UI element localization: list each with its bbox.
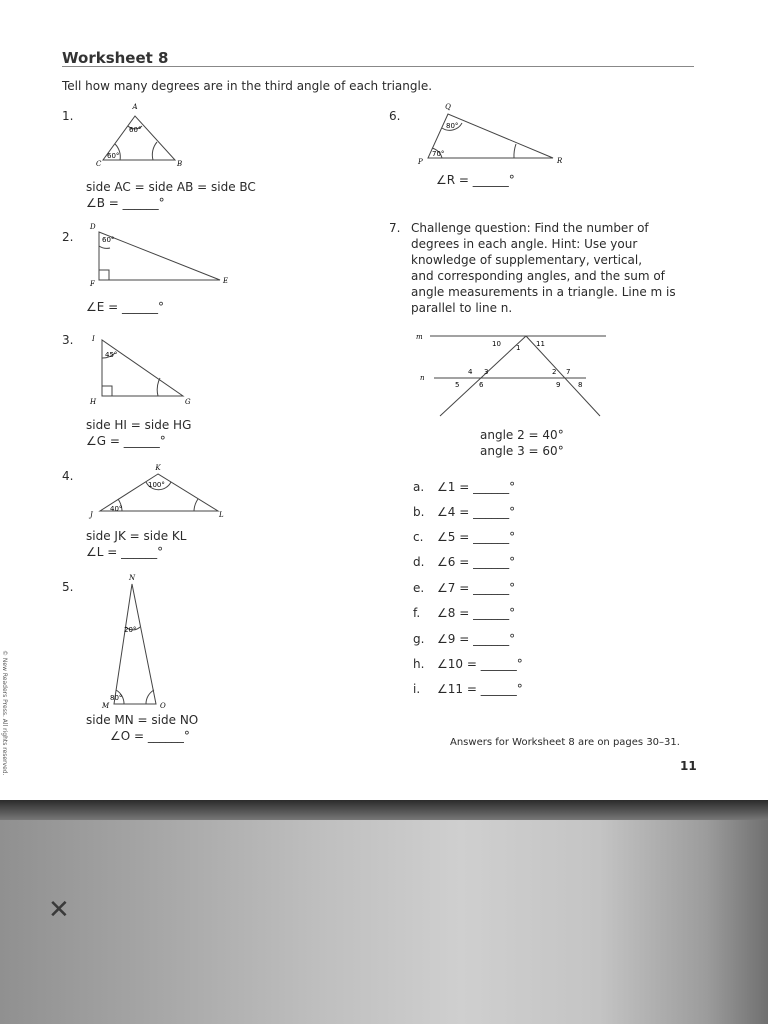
angle-4-label: 4 bbox=[468, 368, 473, 376]
problem-4-sides: side JK = side KL bbox=[86, 529, 187, 543]
scan-background bbox=[0, 800, 768, 1024]
problem-6-answer: ∠R = ______° bbox=[436, 173, 515, 187]
problem-3-triangle bbox=[88, 332, 198, 410]
vertex-a-label: A bbox=[132, 103, 138, 111]
angle-5-label: 5 bbox=[455, 381, 460, 389]
answer-blank: ∠9 = ______° bbox=[437, 632, 516, 646]
line-n-label: n bbox=[420, 374, 425, 382]
copyright-notice: © New Readers Press. All rights reserved. bbox=[1, 650, 8, 776]
answer-blank: ∠6 = ______° bbox=[437, 555, 516, 569]
angle-q-label: 80° bbox=[446, 122, 459, 130]
challenge-line-5: angle measurements in a triangle. Line m is bbox=[411, 285, 676, 299]
angle-i-label: 45° bbox=[105, 351, 118, 359]
vertex-h-label: H bbox=[90, 398, 97, 406]
instructions: Tell how many degrees are in the third angle of each triangle. bbox=[62, 79, 433, 93]
problem-5-number: 5. bbox=[62, 580, 74, 594]
vertex-l-label: L bbox=[219, 511, 224, 519]
challenge-line-6: parallel to line n. bbox=[411, 301, 513, 315]
vertex-r-label: R bbox=[557, 157, 563, 165]
problem-5-answer: ∠O = ______° bbox=[110, 729, 190, 743]
vertex-g-label: G bbox=[185, 398, 191, 406]
parallel-lines-diagram bbox=[416, 328, 616, 420]
vertex-b-label: B bbox=[177, 160, 183, 168]
angle-9-label: 9 bbox=[556, 381, 561, 389]
vertex-k-label: K bbox=[155, 464, 161, 472]
line-m-label: m bbox=[416, 333, 423, 341]
problem-4-number: 4. bbox=[62, 469, 74, 483]
angle-11-label: 11 bbox=[536, 340, 545, 348]
angle-m-label: 80° bbox=[110, 694, 123, 702]
answer-letter: h. bbox=[413, 657, 425, 671]
vertex-f-label: F bbox=[90, 280, 95, 288]
angle-k-label: 100° bbox=[148, 481, 165, 489]
answer-letter: d. bbox=[413, 555, 425, 569]
challenge-line-3: knowledge of supplementary, vertical, bbox=[411, 253, 643, 267]
vertex-e-label: E bbox=[223, 277, 229, 285]
angle-8-label: 8 bbox=[578, 381, 583, 389]
vertex-i-label: I bbox=[92, 335, 95, 343]
angle-n-label: 20° bbox=[124, 626, 137, 634]
angle-c-label: 60° bbox=[107, 152, 120, 160]
answer-letter: b. bbox=[413, 505, 425, 519]
answer-letter: e. bbox=[413, 581, 425, 595]
problem-4-triangle bbox=[88, 462, 238, 520]
problem-3-answer: ∠G = ______° bbox=[86, 434, 166, 448]
problem-1-answer: ∠B = ______° bbox=[86, 196, 165, 210]
answer-blank: ∠5 = ______° bbox=[437, 530, 516, 544]
answer-letter: f. bbox=[413, 606, 421, 620]
angle-7-label: 7 bbox=[566, 368, 571, 376]
problem-4-answer: ∠L = ______° bbox=[86, 545, 164, 559]
vertex-q-label: Q bbox=[445, 103, 451, 111]
angle-2-label: 2 bbox=[552, 368, 557, 376]
answer-blank: ∠10 = ______° bbox=[437, 657, 523, 671]
problem-3-number: 3. bbox=[62, 333, 74, 347]
problem-6-triangle bbox=[418, 102, 570, 170]
angle-j-label: 40° bbox=[110, 505, 123, 513]
answer-blank: ∠7 = ______° bbox=[437, 581, 516, 595]
problem-1-triangle bbox=[95, 104, 195, 168]
problem-3-sides: side HI = side HG bbox=[86, 418, 192, 432]
answer-blank: ∠1 = ______° bbox=[437, 480, 516, 494]
vertex-o-label: O bbox=[160, 702, 166, 710]
answer-blank: ∠4 = ______° bbox=[437, 505, 516, 519]
answer-letter: i. bbox=[413, 682, 421, 696]
challenge-line-4: and corresponding angles, and the sum of bbox=[411, 269, 665, 283]
vertex-c-label: C bbox=[96, 160, 102, 168]
problem-5-sides: side MN = side NO bbox=[86, 713, 199, 727]
angle-6-label: 6 bbox=[479, 381, 484, 389]
problem-5-triangle bbox=[102, 572, 180, 710]
problem-7-number: 7. bbox=[389, 221, 401, 235]
vertex-d-label: D bbox=[90, 223, 96, 231]
scan-artifact-mark: ✕ bbox=[48, 895, 68, 925]
problem-2-triangle bbox=[88, 220, 238, 290]
angle-d-label: 60° bbox=[102, 236, 115, 244]
angle-1-label: 1 bbox=[516, 344, 521, 352]
angle-10-label: 10 bbox=[492, 340, 501, 348]
answer-letter: g. bbox=[413, 632, 425, 646]
answer-blank: ∠8 = ______° bbox=[437, 606, 516, 620]
vertex-j-label: J bbox=[90, 511, 93, 519]
problem-2-number: 2. bbox=[62, 230, 74, 244]
given-angle-3: angle 3 = 60° bbox=[480, 444, 564, 458]
title-rule bbox=[62, 66, 694, 67]
angle-p-label: 70° bbox=[432, 150, 445, 158]
answers-note: Answers for Worksheet 8 are on pages 30–31. bbox=[450, 737, 680, 748]
angle-3-label: 3 bbox=[484, 368, 489, 376]
problem-1-sides: side AC = side AB = side BC bbox=[86, 180, 256, 194]
problem-6-number: 6. bbox=[389, 109, 401, 123]
answer-blank: ∠11 = ______° bbox=[437, 682, 523, 696]
problem-1-number: 1. bbox=[62, 109, 74, 123]
problem-2-answer: ∠E = ______° bbox=[86, 300, 165, 314]
page-number: 11 bbox=[680, 759, 697, 773]
vertex-n-label: N bbox=[128, 574, 136, 582]
vertex-m-label: M bbox=[102, 702, 110, 710]
challenge-line-2: degrees in each angle. Hint: Use your bbox=[411, 237, 638, 251]
given-angle-2: angle 2 = 40° bbox=[480, 428, 564, 442]
page-title: Worksheet 8 bbox=[62, 49, 169, 67]
angle-a-label: 60° bbox=[129, 126, 142, 134]
challenge-line-1: Challenge question: Find the number of bbox=[411, 221, 649, 235]
vertex-p-label: P bbox=[418, 158, 423, 166]
answer-letter: a. bbox=[413, 480, 425, 494]
answer-letter: c. bbox=[413, 530, 424, 544]
